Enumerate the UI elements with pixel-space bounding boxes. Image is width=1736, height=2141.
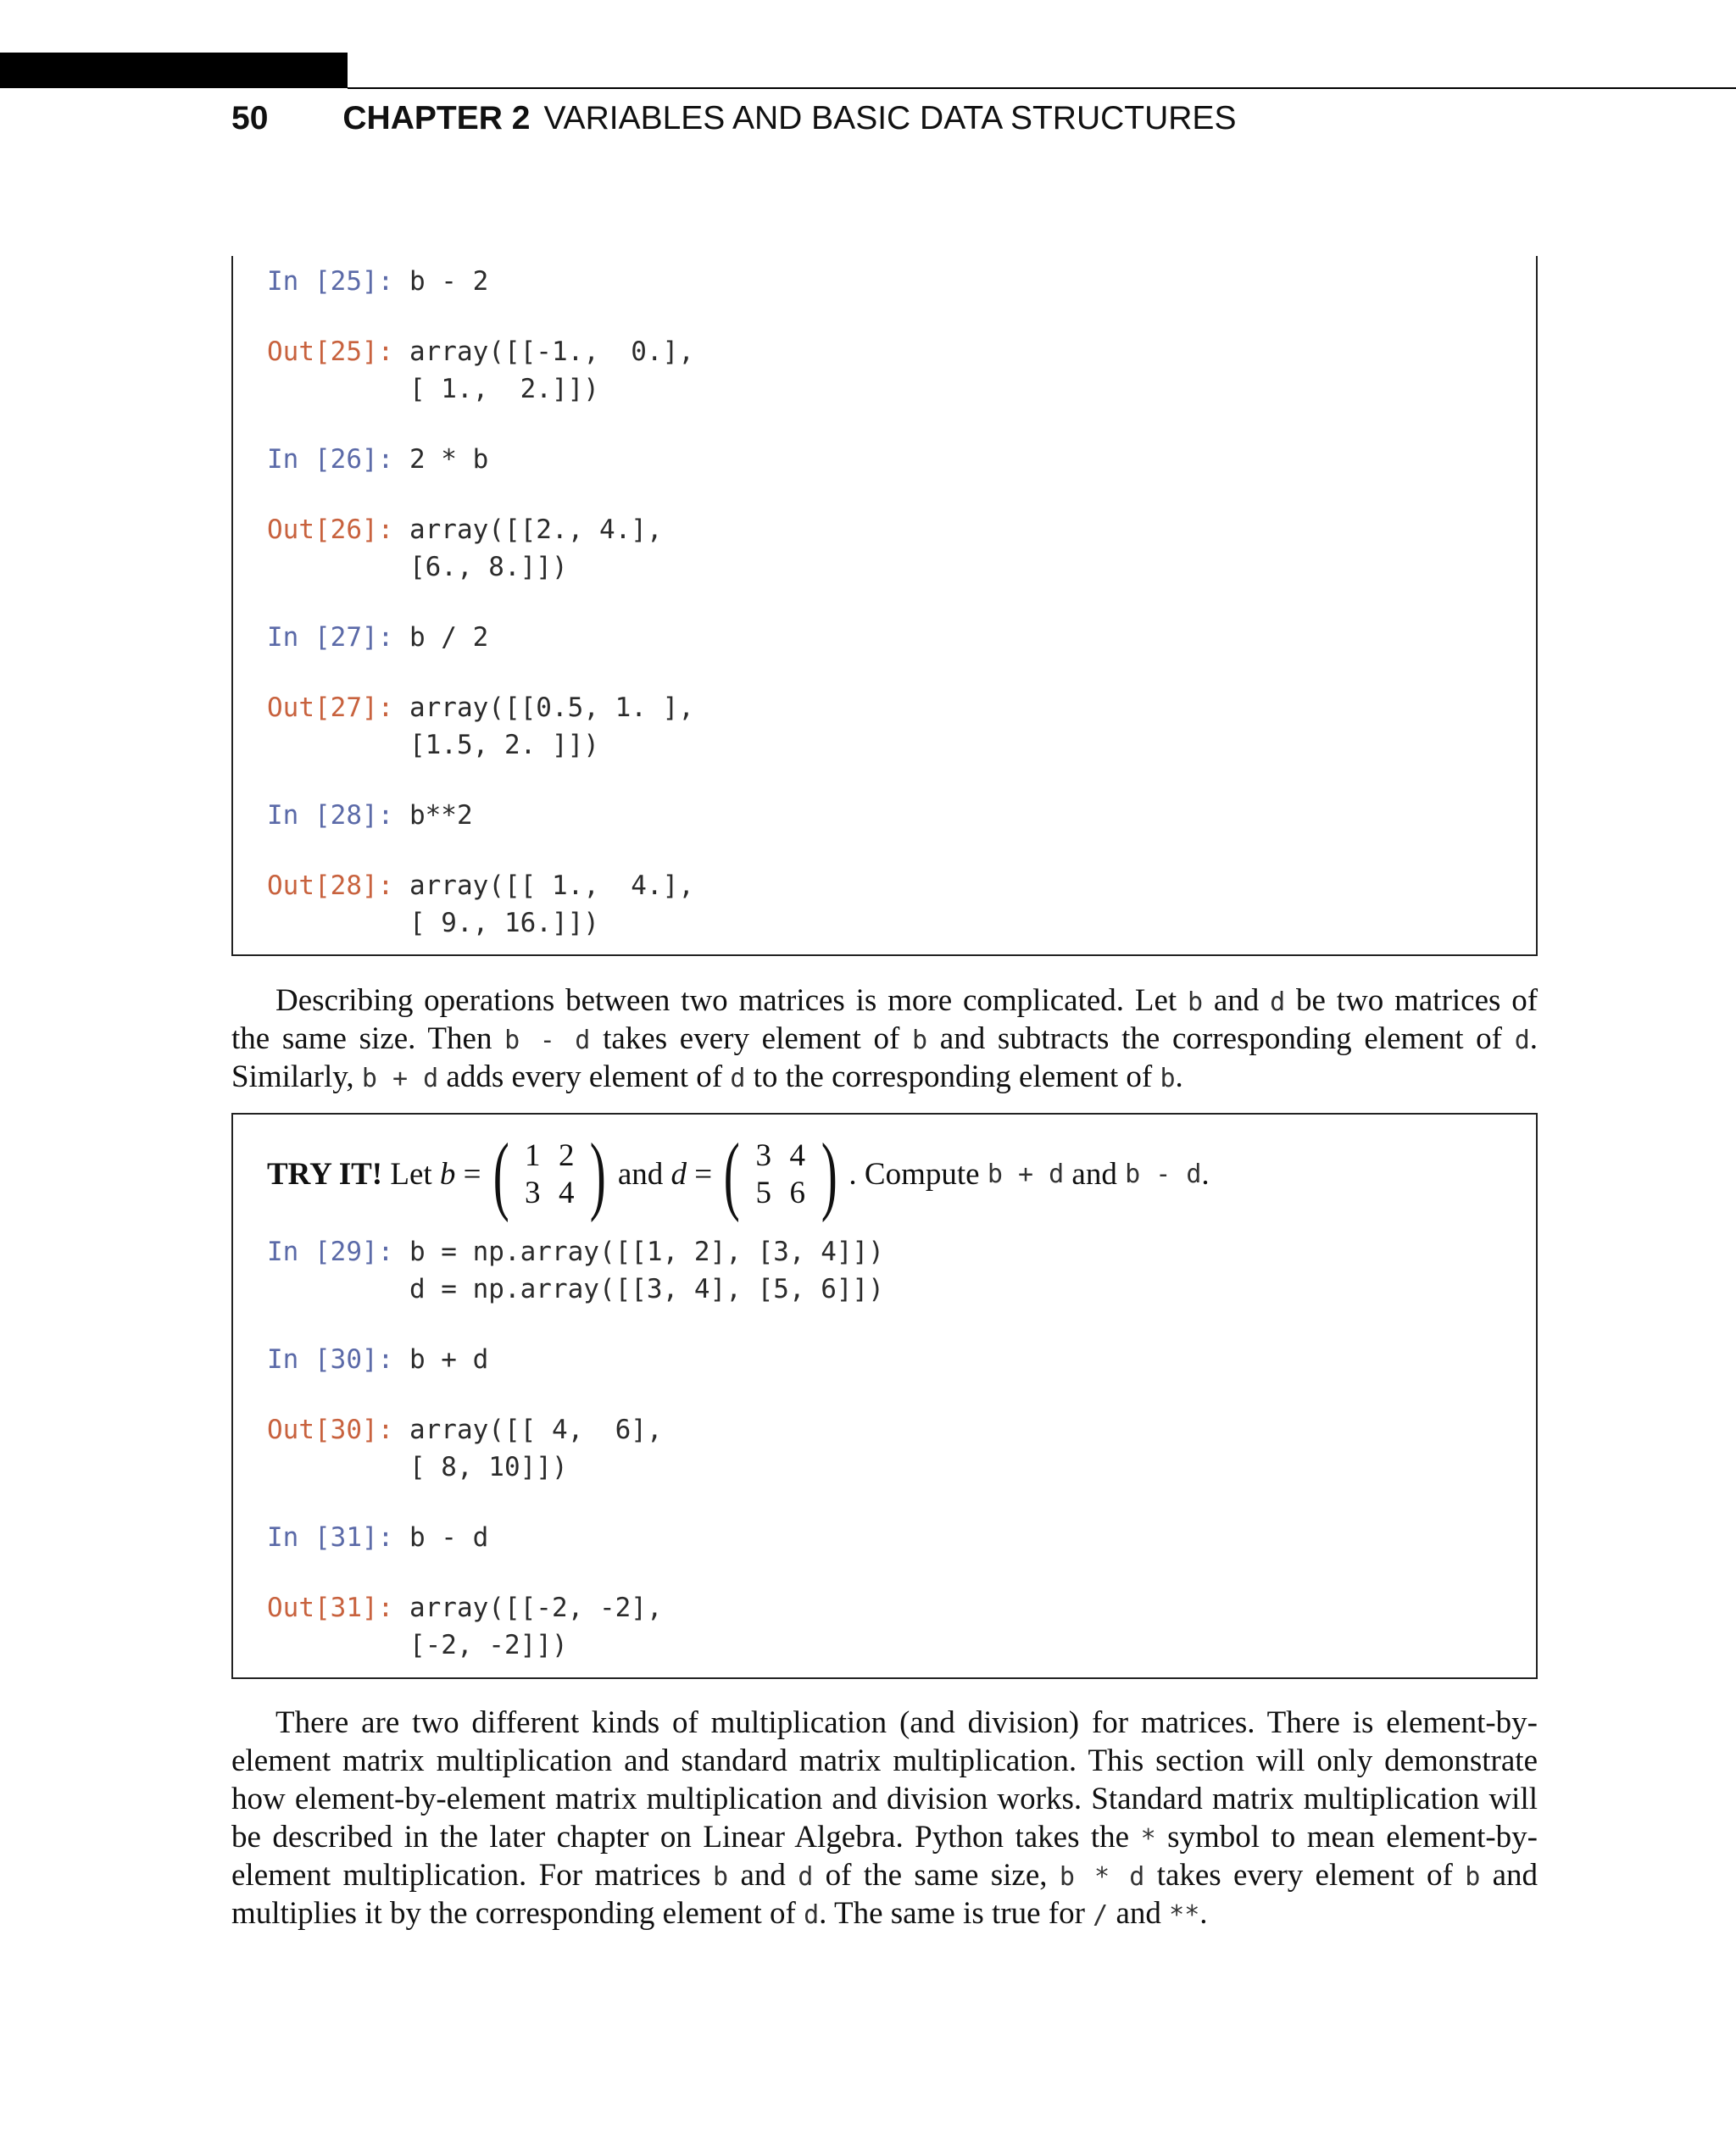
code-line-out25: [267, 333, 694, 370]
paragraph-line: [231, 982, 1538, 1020]
matrix-b: [487, 1126, 613, 1223]
code-line-out27: [267, 689, 694, 726]
paragraph-line: [231, 1020, 1538, 1058]
inline-code: b + d: [987, 1159, 1065, 1189]
code-line-out30: [267, 1411, 663, 1449]
text: to the corresponding element of: [753, 1059, 1153, 1094]
text: . The same is true for: [819, 1896, 1085, 1931]
matrix-entry: 3: [524, 1176, 541, 1210]
matrix-entry: 4: [789, 1138, 806, 1173]
code-line-in28: [267, 797, 473, 834]
right-paren-icon: ): [821, 1126, 837, 1223]
matrix-b-grid: [515, 1137, 583, 1212]
text: and: [1116, 1896, 1161, 1931]
matrix-d: [717, 1126, 843, 1223]
inline-code: b: [1465, 1862, 1481, 1892]
text: of the same size,: [825, 1858, 1048, 1893]
text: be described in the later chapter on Linear Algebra. Python takes the: [231, 1820, 1130, 1855]
math-var-d: d: [670, 1157, 687, 1192]
code-line-in27: [267, 619, 488, 656]
paragraph-line: [231, 1894, 1538, 1932]
inline-code: /: [1093, 1900, 1109, 1930]
text: and subtracts the corresponding element of: [939, 1021, 1503, 1056]
inline-code: b - d: [504, 1026, 591, 1055]
text: element multiplication. For matrices: [231, 1858, 701, 1893]
text: .: [1529, 1021, 1538, 1056]
code-text: array([[ 1., 4.],: [393, 870, 694, 901]
input-prompt: In [26]:: [267, 444, 394, 475]
paragraph-2: [231, 1704, 1538, 1932]
code-line-out27-2: [267, 726, 599, 764]
code-text: d = np.array([[3, 4], [5, 6]]): [267, 1274, 884, 1304]
chapter-title: VARIABLES AND BASIC DATA STRUCTURES: [543, 100, 1237, 136]
code-text: array([[2., 4.],: [393, 514, 663, 545]
text: adds every element of: [446, 1059, 723, 1094]
page-number: 50: [231, 100, 269, 136]
inline-code: b: [713, 1862, 729, 1892]
code-text: 2 * b: [393, 444, 489, 475]
matrix-entry: 4: [558, 1176, 575, 1210]
code-line-in29-2: [267, 1271, 884, 1308]
text: and: [1213, 983, 1260, 1018]
text: and: [617, 1157, 664, 1192]
matrix-entry: 6: [789, 1176, 806, 1210]
matrix-entry: 5: [755, 1176, 772, 1210]
code-line-out26-2: [267, 548, 568, 586]
input-prompt: In [29]:: [267, 1237, 394, 1267]
code-line-out25-2: [267, 370, 599, 408]
text: and: [1071, 1157, 1117, 1192]
inline-code: b: [1187, 987, 1204, 1017]
matrix-entry: 3: [755, 1138, 772, 1173]
inline-code: b - d: [1125, 1159, 1202, 1189]
input-prompt: In [30]:: [267, 1344, 394, 1375]
text: Let: [390, 1157, 432, 1192]
left-paren-icon: (: [492, 1126, 509, 1223]
code-line-in29: [267, 1233, 884, 1271]
code-line-out30-2: [267, 1449, 568, 1486]
code-line-out31: [267, 1589, 663, 1627]
text: .: [1201, 1157, 1210, 1192]
code-line-out28: [267, 867, 694, 904]
code-line-in26: [267, 441, 488, 478]
try-it-statement: [267, 1128, 1210, 1221]
equals-sign: =: [694, 1157, 713, 1192]
code-line-in31: [267, 1519, 488, 1556]
text: symbol to mean element-by-: [1167, 1820, 1538, 1855]
code-text: array([[-2, -2],: [393, 1593, 663, 1623]
left-paren-icon: (: [723, 1126, 740, 1223]
try-it-box: [231, 1113, 1538, 1679]
code-text: b - d: [393, 1522, 489, 1553]
math-var-b: b: [439, 1157, 456, 1192]
inline-code: d: [798, 1862, 814, 1892]
inline-code: d: [730, 1064, 746, 1093]
code-text: [ 9., 16.]]): [267, 908, 599, 938]
text: .: [1175, 1059, 1183, 1094]
output-prompt: Out[26]:: [267, 514, 394, 545]
text: be two matrices of: [1296, 983, 1538, 1018]
output-prompt: Out[31]:: [267, 1593, 394, 1623]
paragraph-1: [231, 982, 1538, 1096]
inline-code: *: [1140, 1824, 1156, 1854]
code-text: [ 1., 2.]]): [267, 374, 599, 404]
paragraph-line: how element-by-element matrix multiplication and division works. Standard matrix multiplication will: [231, 1782, 1538, 1816]
running-head: [231, 95, 1236, 142]
code-line-in30: [267, 1341, 488, 1378]
code-text: b - 2: [393, 266, 489, 297]
inline-code: b + d: [361, 1064, 439, 1093]
chapter-label: CHAPTER 2: [342, 100, 531, 136]
code-line-out26: [267, 511, 663, 548]
input-prompt: In [27]:: [267, 622, 394, 653]
code-text: b = np.array([[1, 2], [3, 4]]): [393, 1237, 884, 1267]
inline-code: **: [1169, 1900, 1200, 1930]
text: .: [1199, 1896, 1208, 1931]
text: and: [740, 1858, 786, 1893]
code-text: [1.5, 2. ]]): [267, 730, 599, 760]
matrix-entry: 2: [558, 1138, 575, 1173]
output-prompt: Out[28]:: [267, 870, 394, 901]
code-text: b / 2: [393, 622, 489, 653]
text: takes every element of: [603, 1021, 900, 1056]
text: takes every element of: [1156, 1858, 1453, 1893]
equals-sign: =: [463, 1157, 481, 1192]
right-paren-icon: ): [589, 1126, 607, 1223]
inline-code: d: [804, 1900, 820, 1930]
text: multiplies it by the corresponding element of: [231, 1896, 796, 1931]
input-prompt: In [25]:: [267, 266, 394, 297]
header-black-bar: [0, 53, 348, 88]
code-text: array([[-1., 0.],: [393, 336, 694, 367]
code-line-out28-2: [267, 904, 599, 942]
paragraph-line: [231, 1058, 1538, 1096]
text: and: [1492, 1858, 1538, 1893]
paragraph-line: [231, 1818, 1538, 1856]
paragraph-line: There are two different kinds of multiplication (and division) for matrices. There is element-by-: [275, 1705, 1538, 1740]
inline-code: d: [1514, 1026, 1530, 1055]
text: . Compute: [849, 1157, 980, 1192]
input-prompt: In [28]:: [267, 800, 394, 831]
header-rule: [348, 87, 1736, 89]
paragraph-line: [231, 1856, 1538, 1894]
inline-code: b: [1160, 1064, 1176, 1093]
code-text: array([[ 4, 6],: [393, 1415, 663, 1445]
text: the same size. Then: [231, 1021, 492, 1056]
output-prompt: Out[27]:: [267, 692, 394, 723]
code-text: [ 8, 10]]): [267, 1452, 568, 1482]
code-text: [-2, -2]]): [267, 1630, 568, 1660]
code-line-out31-2: [267, 1627, 568, 1664]
code-text: [6., 8.]]): [267, 552, 568, 582]
code-text: array([[0.5, 1. ],: [393, 692, 694, 723]
output-prompt: Out[25]:: [267, 336, 394, 367]
matrix-d-grid: [747, 1137, 815, 1212]
inline-code: b: [912, 1026, 928, 1055]
output-prompt: Out[30]:: [267, 1415, 394, 1445]
try-it-label: TRY IT!: [267, 1157, 383, 1192]
paragraph-line: element matrix multiplication and standard matrix multiplication. This section will only demonstrate: [231, 1743, 1538, 1778]
code-block-1: [231, 256, 1538, 956]
code-line-in25: [267, 263, 488, 300]
inline-code: b * d: [1059, 1862, 1145, 1892]
code-text: b**2: [393, 800, 473, 831]
code-text: b + d: [393, 1344, 489, 1375]
matrix-entry: 1: [524, 1138, 541, 1173]
text: Similarly,: [231, 1059, 354, 1094]
inline-code: d: [1270, 987, 1286, 1017]
input-prompt: In [31]:: [267, 1522, 394, 1553]
text: Describing operations between two matrices is more complicated. Let: [275, 983, 1177, 1018]
